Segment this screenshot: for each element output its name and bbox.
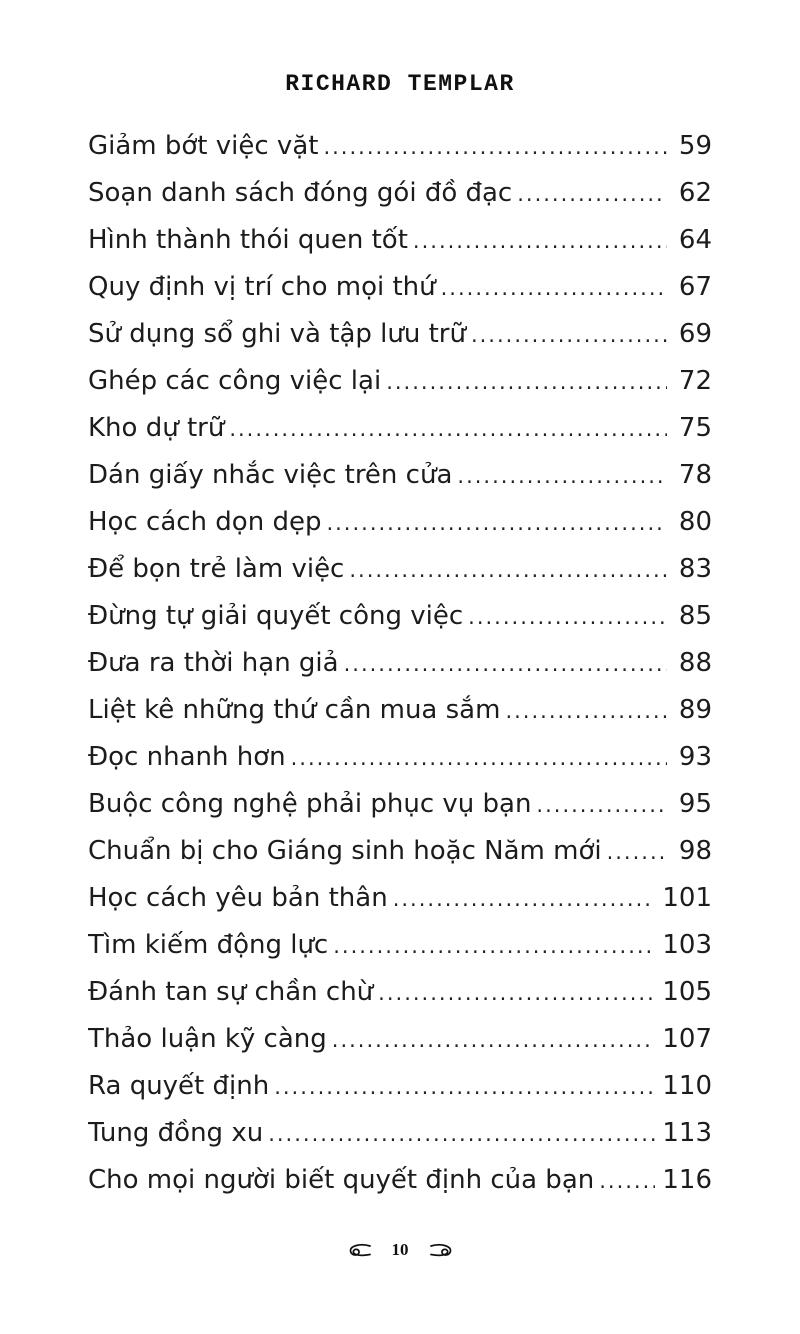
toc-entry [88,413,712,460]
chapter-page-number: 83 [678,554,712,584]
dot-leader [607,840,667,864]
dot-leader [441,276,667,300]
dot-leader [229,417,667,441]
chapter-page-number: 78 [678,460,712,490]
chapter-title: Tìm kiếm động lực [88,930,329,960]
dot-leader [333,934,655,958]
page-footer [0,1240,800,1260]
toc-entry [88,1165,712,1212]
chapter-page-number: 105 [662,977,712,1007]
toc-entry [88,836,712,883]
dot-leader [274,1075,655,1099]
chapter-title: Đưa ra thời hạn giả [88,648,339,678]
toc-entry [88,1071,712,1118]
chapter-title: Dán giấy nhắc việc trên cửa [88,460,453,490]
chapter-page-number: 69 [678,319,712,349]
dot-leader [599,1169,655,1193]
chapter-page-number: 89 [678,695,712,725]
chapter-page-number: 72 [678,366,712,396]
dot-leader [332,1028,656,1052]
toc-entry [88,272,712,319]
dot-leader [471,323,667,347]
toc-entry [88,648,712,695]
chapter-title: Đừng tự giải quyết công việc [88,601,464,631]
chapter-page-number: 64 [678,225,712,255]
dot-leader [344,652,667,676]
chapter-page-number: 113 [662,1118,712,1148]
chapter-title: Để bọn trẻ làm việc [88,554,345,584]
toc-entry [88,977,712,1024]
dot-leader [517,182,667,206]
dot-leader [349,558,667,582]
chapter-title: Liệt kê những thứ cần mua sắm [88,695,501,725]
dot-leader [326,511,667,535]
chapter-page-number: 75 [678,413,712,443]
chapter-title: Quy định vị trí cho mọi thứ [88,272,436,302]
toc-entry [88,178,712,225]
chapter-title: Buộc công nghệ phải phục vụ bạn [88,789,532,819]
chapter-title: Thảo luận kỹ càng [88,1024,327,1054]
dot-leader [323,135,667,159]
chapter-page-number: 80 [678,507,712,537]
chapter-page-number: 116 [662,1165,712,1195]
chapter-page-number: 98 [678,836,712,866]
chapter-page-number: 110 [662,1071,712,1101]
chapter-title: Sử dụng sổ ghi và tập lưu trữ [88,319,466,349]
chapter-title: Đọc nhanh hơn [88,742,286,772]
chapter-title: Ghép các công việc lại [88,366,382,396]
toc-entry [88,742,712,789]
chapter-page-number: 103 [662,930,712,960]
chapter-title: Ra quyết định [88,1071,270,1101]
chapter-page-number: 101 [662,883,712,913]
chapter-title: Kho dự trữ [88,413,225,443]
dot-leader [468,605,667,629]
chapter-title: Hình thành thói quen tốt [88,225,408,255]
toc-entry [88,601,712,648]
chapter-title: Tung đồng xu [88,1118,264,1148]
chapter-page-number: 107 [662,1024,712,1054]
dot-leader [291,746,667,770]
toc-entry [88,131,712,178]
chapter-title: Soạn danh sách đóng gói đồ đạc [88,178,513,208]
toc-entry [88,930,712,977]
chapter-title: Học cách dọn dẹp [88,507,322,537]
scroll-flourish-right-icon [429,1243,453,1258]
chapter-page-number: 93 [678,742,712,772]
dot-leader [536,793,667,817]
chapter-title: Chuẩn bị cho Giáng sinh hoặc Năm mới [88,836,602,866]
dot-leader [386,370,667,394]
running-head-author: RICHARD TEMPLAR [285,71,515,97]
toc-entry [88,554,712,601]
chapter-title: Học cách yêu bản thân [88,883,388,913]
scroll-flourish-left-icon [348,1243,372,1258]
chapter-page-number: 85 [678,601,712,631]
chapter-page-number: 88 [678,648,712,678]
dot-leader [457,464,667,488]
chapter-page-number: 62 [678,178,712,208]
dot-leader [268,1122,655,1146]
chapter-title: Đánh tan sự chần chừ [88,977,374,1007]
chapter-page-number: 59 [678,131,712,161]
dot-leader [413,229,667,253]
toc-entry [88,319,712,366]
chapter-title: Cho mọi người biết quyết định của bạn [88,1165,595,1195]
toc-entry [88,1118,712,1165]
toc-entry [88,695,712,742]
toc-entry [88,789,712,836]
toc-entry [88,507,712,554]
dot-leader [393,887,656,911]
dot-leader [378,981,655,1005]
toc-entry [88,366,712,413]
toc-entry [88,1024,712,1071]
chapter-title: Giảm bớt việc vặt [88,131,319,161]
chapter-page-number: 67 [678,272,712,302]
dot-leader [505,699,667,723]
toc-entry [88,460,712,507]
toc-entry [88,225,712,272]
chapter-page-number: 95 [678,789,712,819]
folio-page-number: 10 [391,1240,409,1259]
toc-entry [88,883,712,930]
toc-list [88,131,712,1212]
